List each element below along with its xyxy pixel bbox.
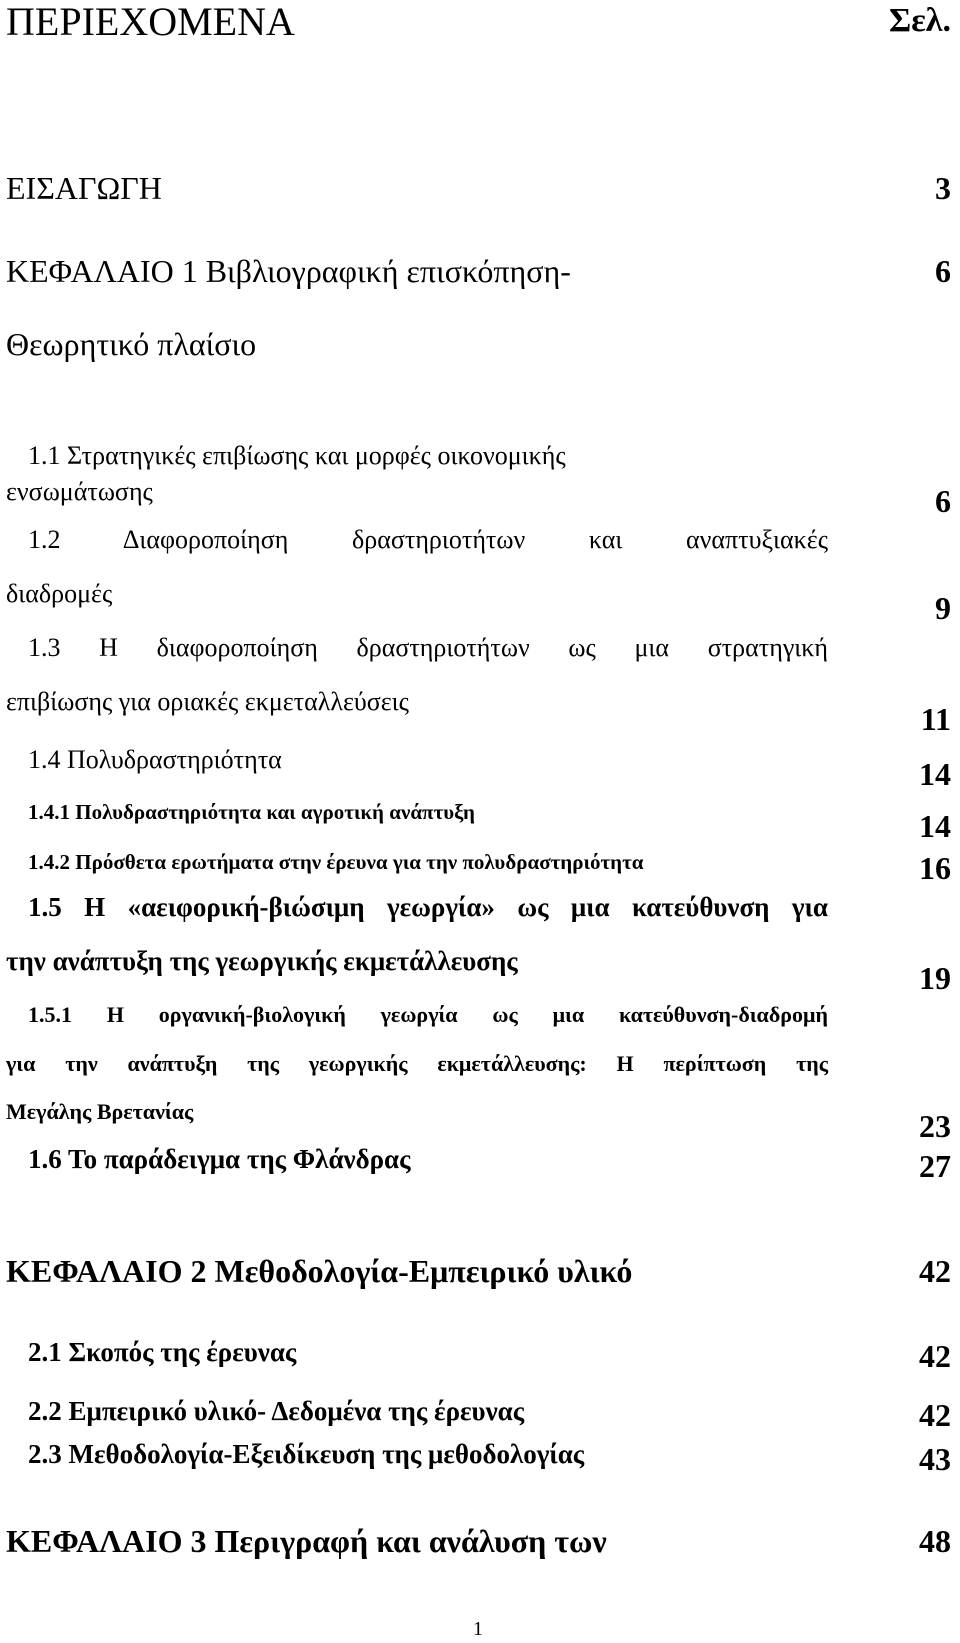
toc-entry-1-5-line1: 1.5 Η «αειφορική-βιώσιμη γεωργία» ως μια κατεύθυνση για bbox=[28, 892, 828, 922]
toc-entry-1-2-line2: διαδρομές bbox=[6, 579, 113, 608]
toc-page-1-5: 19 bbox=[919, 960, 951, 996]
toc-page-1-2: 9 bbox=[935, 590, 951, 626]
toc-page-1-3: 11 bbox=[920, 701, 951, 737]
toc-entry-1-5-1-line1: 1.5.1 Η οργανική-βιολογική γεωργία ως μια κατεύθυνση-διαδρομή bbox=[28, 1002, 828, 1027]
toc-entry-2-1: 2.1 Σκοπός της έρευνας bbox=[28, 1337, 297, 1367]
toc-entry-chapter-2: ΚΕΦΑΛΑΙΟ 2 Μεθοδολογία-Εμπειρικό υλικό bbox=[6, 1253, 633, 1289]
toc-entry-1-2-line1: 1.2 Διαφοροποίηση δραστηριοτήτων και αναπτυξιακές bbox=[28, 525, 828, 554]
toc-entry-chapter-1-line2: Θεωρητικό πλαίσιο bbox=[6, 326, 257, 362]
page-title: ΠΕΡΙΕΧΟΜΕΝΑ bbox=[6, 0, 295, 44]
toc-entry-2-2: 2.2 Εμπειρικό υλικό- Δεδομένα της έρευνας bbox=[28, 1396, 525, 1426]
toc-page-1-4-2: 16 bbox=[919, 850, 951, 886]
toc-entry-1-6: 1.6 Το παράδειγμα της Φλάνδρας bbox=[28, 1144, 411, 1174]
toc-page-2-2: 42 bbox=[919, 1397, 951, 1433]
toc-page-1-5-1: 23 bbox=[919, 1108, 951, 1144]
toc-entry-1-3-line1: 1.3 Η διαφοροποίηση δραστηριοτήτων ως μια στρατηγική bbox=[28, 633, 828, 662]
toc-entry-1-1-line1: 1.1 Στρατηγικές επιβίωσης και μορφές οικονομικής bbox=[28, 441, 566, 470]
toc-entry-1-5-1-line3: Μεγάλης Βρετανίας bbox=[6, 1099, 194, 1124]
toc-page-1-4: 14 bbox=[919, 756, 951, 792]
page-column-label: Σελ. bbox=[889, 2, 951, 39]
toc-page-1-1: 6 bbox=[935, 483, 951, 519]
toc-page-2-3: 43 bbox=[919, 1441, 951, 1477]
toc-entry-1-5-line2: την ανάπτυξη της γεωργικής εκμετάλλευσης bbox=[6, 946, 518, 976]
toc-page-1-6: 27 bbox=[919, 1148, 951, 1184]
toc-entry-introduction: ΕΙΣΑΓΩΓΗ bbox=[6, 170, 162, 206]
toc-page-2-1: 42 bbox=[919, 1338, 951, 1374]
toc-entry-1-3-line2: επιβίωσης για οριακές εκμεταλλεύσεις bbox=[6, 687, 409, 716]
toc-entry-1-1-line2: ενσωμάτωσης bbox=[6, 477, 153, 506]
toc-entry-1-4: 1.4 Πολυδραστηριότητα bbox=[28, 745, 282, 774]
toc-entry-2-3: 2.3 Μεθοδολογία-Εξειδίκευση της μεθοδολογίας bbox=[28, 1439, 585, 1469]
toc-entry-chapter-3: ΚΕΦΑΛΑΙΟ 3 Περιγραφή και ανάλυση των bbox=[6, 1523, 607, 1559]
toc-entry-1-5-1-line2: για την ανάπτυξη της γεωργικής εκμετάλλευσης: Η περίπτωση της bbox=[6, 1051, 828, 1076]
toc-page-chapter-3: 48 bbox=[919, 1523, 951, 1559]
toc-page-chapter-1: 6 bbox=[935, 253, 951, 289]
toc-entry-1-4-2: 1.4.2 Πρόσθετα ερωτήματα στην έρευνα για την πολυδραστηριότητα bbox=[28, 850, 644, 874]
toc-page-introduction: 3 bbox=[935, 170, 951, 206]
toc-entry-chapter-1-line1: ΚΕΦΑΛΑΙΟ 1 Βιβλιογραφική επισκόπηση- bbox=[6, 253, 571, 289]
toc-page-1-4-1: 14 bbox=[919, 808, 951, 844]
toc-entry-1-4-1: 1.4.1 Πολυδραστηριότητα και αγροτική ανάπτυξη bbox=[28, 800, 475, 824]
toc-page-chapter-2: 42 bbox=[919, 1253, 951, 1289]
footer-page-number: 1 bbox=[473, 1618, 483, 1640]
